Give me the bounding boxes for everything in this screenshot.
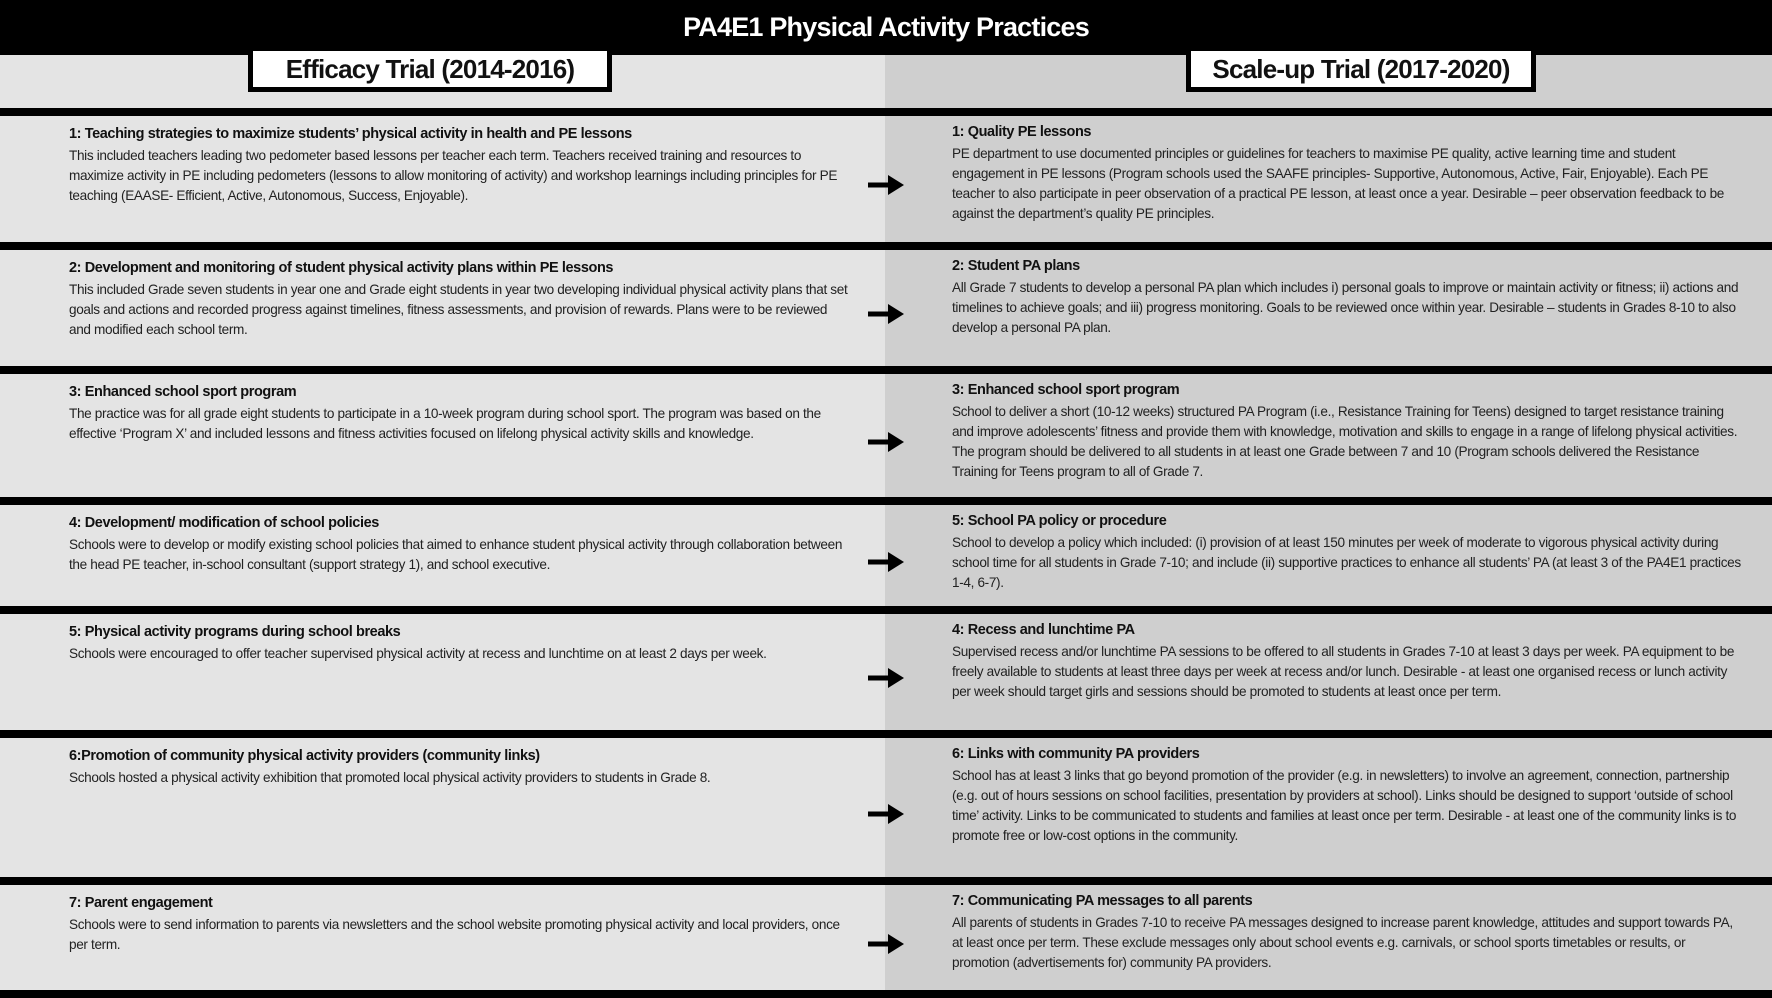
practice-heading: 5: School PA policy or procedure xyxy=(952,513,1167,529)
row-divider xyxy=(0,108,1772,116)
practice-heading: 1: Quality PE lessons xyxy=(952,124,1092,140)
scaleup-practice xyxy=(952,124,1742,224)
practice-heading: 2: Student PA plans xyxy=(952,258,1080,274)
arrow-right-icon xyxy=(868,175,904,195)
practice-row xyxy=(0,250,1772,366)
practice-description: School to develop a policy which included: (i) provision of at least 150 minutes per week of moderate to vigorous physical activity during school time for all students in Grade 7-10; and include (ii) supportive practices to enhance all students’ PA (at least 3 of the PA4E1 practices 1-4, 6-7). xyxy=(952,535,1741,590)
practice-description: Schools were encouraged to offer teacher supervised physical activity at recess and lunchtime on at least 2 days per week. xyxy=(69,646,767,661)
row-divider xyxy=(0,366,1772,374)
page-title: PA4E1 Physical Activity Practices xyxy=(683,12,1089,42)
efficacy-practice xyxy=(69,624,849,664)
practice-description: All Grade 7 students to develop a personal PA plan which includes i) personal goals to improve or maintain activity or fitness; ii) actions and timelines to achieve goals; and iii) progress monitoring. Goals to be reviewed once within year. Desirable – students in Grades 8-10 to also develop a personal PA plan. xyxy=(952,280,1739,335)
efficacy-practice xyxy=(69,126,849,206)
row-divider xyxy=(0,606,1772,614)
scaleup-practice xyxy=(952,746,1742,846)
practice-heading: 1: Teaching strategies to maximize students’ physical activity in health and PE lessons xyxy=(69,126,632,142)
row-divider xyxy=(0,877,1772,885)
practice-description: School to deliver a short (10-12 weeks) structured PA Program (i.e., Resistance Training for Teens) designed to target resistance training and improve adolescents’ fitness and provide them with knowledge, motivation and skills to engage in a range of lifelong physical activities. The program should be delivered to all students in at least one Grade between 7 and 10 (Program schools delivered the Resistance Training for Teens program to all of Grade 7. xyxy=(952,404,1738,479)
practice-row xyxy=(0,505,1772,606)
practice-heading: 3: Enhanced school sport program xyxy=(69,384,297,400)
practice-row xyxy=(0,116,1772,242)
arrow-right-icon xyxy=(868,934,904,954)
efficacy-practice xyxy=(69,748,849,788)
arrow-right-icon xyxy=(868,552,904,572)
scaleup-practice xyxy=(952,513,1742,593)
practice-heading: 7: Communicating PA messages to all parents xyxy=(952,893,1253,909)
arrow-right-icon xyxy=(868,432,904,452)
practice-heading: 4: Development/ modification of school policies xyxy=(69,515,379,531)
efficacy-practice xyxy=(69,260,849,340)
practice-heading: 7: Parent engagement xyxy=(69,895,213,911)
efficacy-trial-header: Efficacy Trial (2014-2016) xyxy=(248,46,612,92)
practice-description: Schools were to send information to parents via newsletters and the school website promoting physical activity and local providers, once per term. xyxy=(69,917,840,952)
arrow-right-icon xyxy=(868,304,904,324)
scaleup-practice xyxy=(952,622,1742,702)
arrow-right-icon xyxy=(868,668,904,688)
scaleup-trial-header: Scale-up Trial (2017-2020) xyxy=(1186,46,1536,92)
practice-description: This included teachers leading two pedometer based lessons per teacher each term. Teachers received training and resources to maximize activity in PE including pedometers (lessons to allow monitoring of activity) and workshop learnings including principles for PE teaching (EAASE- Efficient, Active, Autonomous, Success, Enjoyable). xyxy=(69,148,838,203)
scaleup-practice xyxy=(952,382,1742,482)
practice-description: School has at least 3 links that go beyond promotion of the provider (e.g. in newsletters) to involve an agreement, connection, partnership (e.g. out of hours sessions on school facilities, presentation by providers at school). Links should be designed to support ‘outside of school time’ activity. Links to be communicated to students and families at least once per term. Desirable - at least one of the community links is to promote free or low-cost options in the community. xyxy=(952,768,1737,843)
practice-description: PE department to use documented principles or guidelines for teachers to maximise PE quality, active learning time and student engagement in PE lessons (Program schools used the SAAFE principles- Supportive, Autonomous, Active, Fair, Enjoyable). Each PE teacher to also participate in peer observation of a practical PE lesson, at least once a year. Desirable – peer observation feedback to be against the department’s quality PE principles. xyxy=(952,146,1724,221)
practice-heading: 2: Development and monitoring of student physical activity plans within PE lessons xyxy=(69,260,614,276)
practice-heading: 3: Enhanced school sport program xyxy=(952,382,1180,398)
practice-description: The practice was for all grade eight students to participate in a 10-week program during school sport. The program was based on the effective ‘Program X’ and included lessons and fitness activities focused on lifelong physical activity skills and knowledge. xyxy=(69,406,821,441)
practice-description: Schools were to develop or modify existing school policies that aimed to enhance student physical activity through collaboration between the head PE teacher, in-school consultant (support strategy 1), and school executive. xyxy=(69,537,843,572)
practice-description: Supervised recess and/or lunchtime PA sessions to be offered to all students in Grades 7-10 at least 3 days per week. PA equipment to be freely available to students at least three days per week at recess and/or lunch. Desirable - at least one organised recess or lunch activity per week should target girls and sessions should be promoted to students at least once per term. xyxy=(952,644,1735,699)
practice-heading: 4: Recess and lunchtime PA xyxy=(952,622,1135,638)
efficacy-practice xyxy=(69,895,849,955)
practice-row xyxy=(0,374,1772,497)
scaleup-practice xyxy=(952,258,1742,338)
row-divider xyxy=(0,242,1772,250)
practice-description: This included Grade seven students in year one and Grade eight students in year two developing individual physical activity plans that set goals and actions and recorded progress against timelines, fitness assessments, and provision of rewards. Plans were to be reviewed and modified each school term. xyxy=(69,282,848,337)
practice-heading: 6: Links with community PA providers xyxy=(952,746,1200,762)
row-divider xyxy=(0,730,1772,738)
practice-row xyxy=(0,738,1772,877)
practice-heading: 6:Promotion of community physical activity providers (community links) xyxy=(69,748,540,764)
efficacy-practice xyxy=(69,515,849,575)
scaleup-practice xyxy=(952,893,1742,973)
efficacy-practice xyxy=(69,384,849,444)
row-divider xyxy=(0,990,1772,998)
arrow-right-icon xyxy=(868,804,904,824)
practice-description: Schools hosted a physical activity exhibition that promoted local physical activity providers to students in Grade 8. xyxy=(69,770,711,785)
practice-row xyxy=(0,614,1772,730)
practice-row xyxy=(0,885,1772,990)
practice-description: All parents of students in Grades 7-10 to receive PA messages designed to increase parent knowledge, attitudes and support towards PA, at least once per term. These exclude messages only about school events e.g. carnivals, or school sports timetables or results, or promotion (advertisements for) community PA providers. xyxy=(952,915,1733,970)
practice-heading: 5: Physical activity programs during school breaks xyxy=(69,624,401,640)
row-divider xyxy=(0,497,1772,505)
